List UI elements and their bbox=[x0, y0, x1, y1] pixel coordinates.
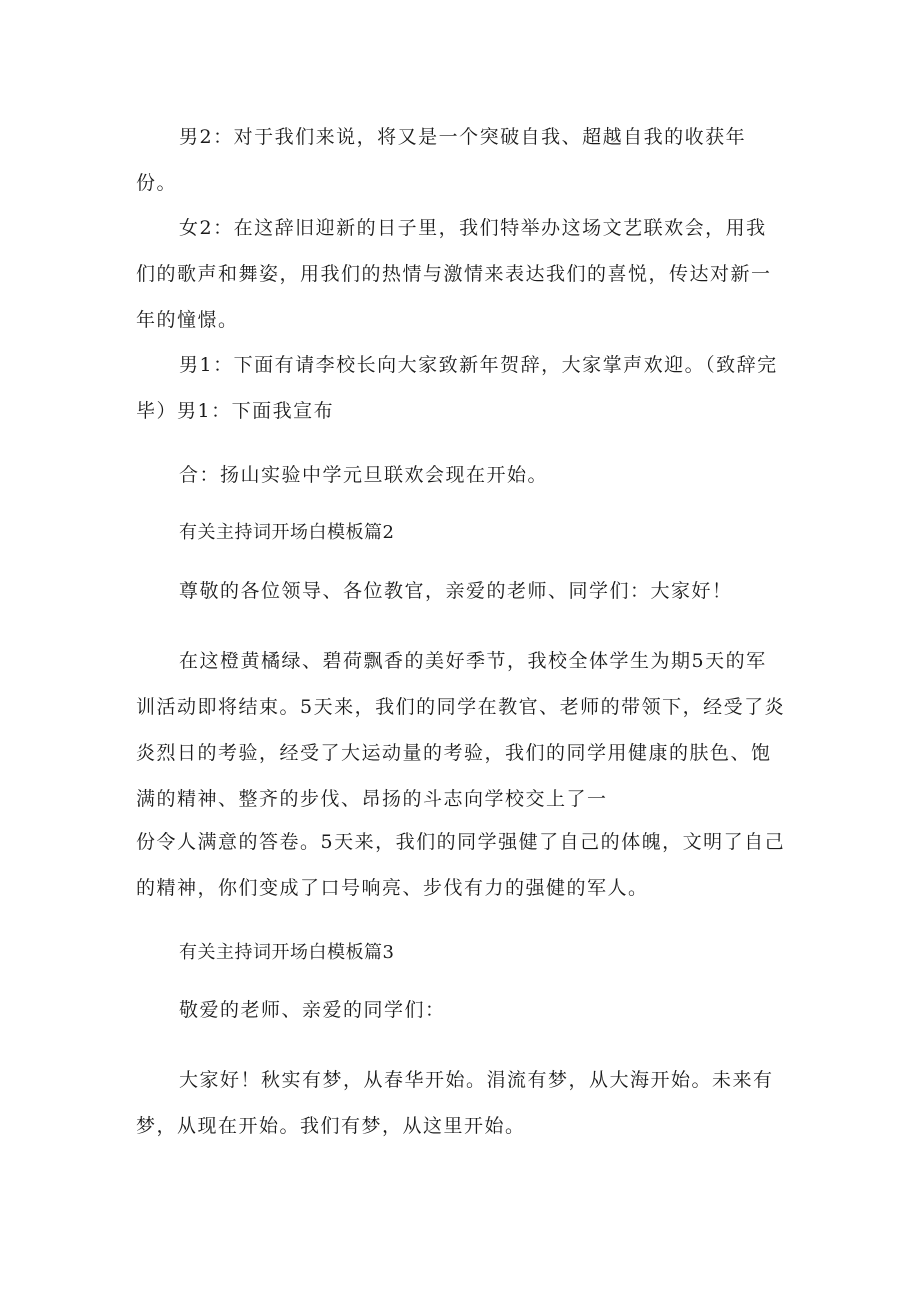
section-heading-3: 有关主持词开场白模板篇3 bbox=[179, 942, 395, 963]
paragraph-salutation: 敬爱的老师、亲爱的同学们： bbox=[179, 999, 446, 1021]
paragraph-answer-sheet: 份令人满意的答卷。5天来，我们的同学强健了自己的体魄，文明了自己的精神，你们变成了口号响亮、步伐有力的强健的军人。 bbox=[136, 831, 786, 899]
paragraph-military-training: 在这橙黄橘绿、碧荷飘香的美好季节，我校全体学生为期5天的军训活动即将结束。5天来，我们的同学在教官、老师的带领下，经受了炎炎烈日的考验，经受了大运动量的考验，我们的同学用健康的肤色、饱满的精神、整齐的步伐、昂扬的斗志向学校交上了一 bbox=[136, 650, 786, 810]
paragraph-greeting: 尊敬的各位领导、各位教官，亲爱的老师、同学们：大家好！ bbox=[179, 580, 733, 602]
paragraph-male1-line: 男1：下面有请李校长向大家致新年贺辞，大家掌声欢迎。（致辞完毕）男1：下面我宣布 bbox=[136, 354, 778, 422]
paragraph-dream: 大家好！秋实有梦，从春华开始。涓流有梦，从大海开始。未来有梦，从现在开始。我们有梦，从这里开始。 bbox=[136, 1069, 774, 1137]
paragraph-female2-line: 女2：在这辞旧迎新的日子里，我们特举办这场文艺联欢会，用我们的歌声和舞姿，用我们的热情与激情来表达我们的喜悦，传达对新一年的憧憬。 bbox=[136, 217, 772, 331]
section-heading-2: 有关主持词开场白模板篇2 bbox=[179, 522, 395, 543]
paragraph-together-line: 合：扬山实验中学元旦联欢会现在开始。 bbox=[179, 464, 549, 486]
paragraph-male2-line: 男2：对于我们来说，将又是一个突破自我、超越自我的收获年份。 bbox=[136, 126, 747, 194]
